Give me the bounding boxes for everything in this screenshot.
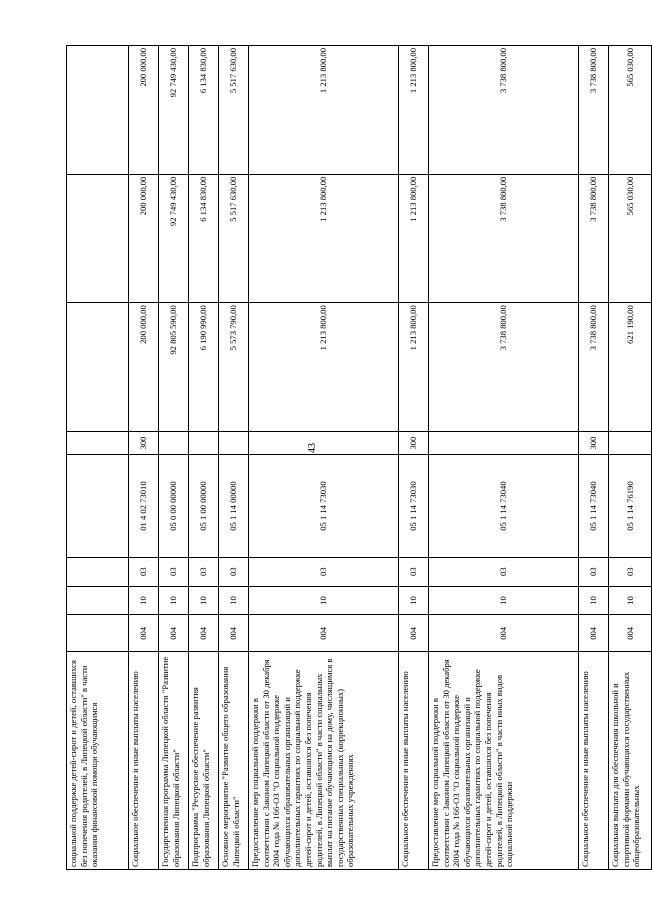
row-sum-3: 3 738 800,00 <box>429 46 579 175</box>
table-body <box>67 46 652 870</box>
table-row <box>159 46 189 870</box>
row-name: Государственная программа Липецкой области "Развитие образования Липецкой области" <box>159 652 189 870</box>
row-section: 10 <box>399 586 429 615</box>
row-expense-type <box>159 431 189 455</box>
table-row <box>579 46 609 870</box>
row-sum-3: 92 749 430,00 <box>159 46 189 175</box>
row-target-article: 05 1 14 00000 <box>219 455 249 557</box>
table-row <box>129 46 159 870</box>
row-section: 10 <box>249 586 399 615</box>
row-expense-type <box>67 431 129 455</box>
table-row <box>67 46 129 870</box>
row-admin-code <box>67 615 129 652</box>
row-admin-code: 004 <box>609 615 652 652</box>
row-section: 10 <box>159 586 189 615</box>
row-sum-3: 5 517 630,00 <box>219 46 249 175</box>
table-row <box>399 46 429 870</box>
row-name: Подпрограмма "Ресурсное обеспечение развития образования Липецкой области" <box>189 652 219 870</box>
row-subsection: 03 <box>429 557 579 586</box>
row-expense-type: 300 <box>579 431 609 455</box>
row-name: Основное мероприятие "Развитие общего образования Липецкой области" <box>219 652 249 870</box>
row-name: Социальное обеспечение и иные выплаты населению <box>399 652 429 870</box>
row-sum-3: 565 030,00 <box>609 46 652 175</box>
row-sum-2: 200 000,00 <box>129 174 159 303</box>
row-target-article: 05 1 14 76190 <box>609 455 652 557</box>
table-row <box>249 46 399 870</box>
row-sum-2: 5 517 630,00 <box>219 174 249 303</box>
row-sum-1: 621 190,00 <box>609 303 652 432</box>
table-row <box>429 46 579 870</box>
row-subsection: 03 <box>249 557 399 586</box>
row-subsection: 03 <box>129 557 159 586</box>
row-name: Социальное обеспечение и иные выплаты населению <box>579 652 609 870</box>
row-target-article: 05 1 14 73030 <box>399 455 429 557</box>
row-admin-code: 004 <box>129 615 159 652</box>
row-sum-1 <box>67 303 129 432</box>
row-expense-type <box>249 431 399 455</box>
row-target-article <box>67 455 129 557</box>
row-expense-type: 300 <box>129 431 159 455</box>
row-section: 10 <box>189 586 219 615</box>
row-admin-code: 004 <box>429 615 579 652</box>
row-admin-code: 004 <box>249 615 399 652</box>
row-target-article: 05 1 14 73030 <box>249 455 399 557</box>
row-sum-2: 92 749 430,00 <box>159 174 189 303</box>
row-name: Социальная выплата для обеспечения школьной и спортивной формами обучающихся государственных общеобразовательных <box>609 652 652 870</box>
row-sum-3: 1 213 800,00 <box>249 46 399 175</box>
row-target-article: 05 0 00 00000 <box>159 455 189 557</box>
row-sum-1: 200 000,00 <box>129 303 159 432</box>
row-admin-code: 004 <box>189 615 219 652</box>
row-target-article: 05 1 00 00000 <box>189 455 219 557</box>
row-sum-1: 1 213 800,00 <box>399 303 429 432</box>
row-expense-type <box>429 431 579 455</box>
row-section <box>67 586 129 615</box>
row-name: Социальное обеспечение и иные выплаты населению <box>129 652 159 870</box>
row-sum-1: 3 738 800,00 <box>429 303 579 432</box>
budget-table <box>66 45 652 870</box>
table-row <box>189 46 219 870</box>
row-admin-code: 004 <box>159 615 189 652</box>
row-expense-type <box>189 431 219 455</box>
row-subsection: 03 <box>579 557 609 586</box>
row-sum-3: 6 134 830,00 <box>189 46 219 175</box>
row-sum-1: 5 573 790,00 <box>219 303 249 432</box>
row-sum-2: 3 738 800,00 <box>579 174 609 303</box>
row-section: 10 <box>219 586 249 615</box>
page-number: 43 <box>306 443 318 453</box>
row-subsection: 03 <box>159 557 189 586</box>
row-admin-code: 004 <box>399 615 429 652</box>
row-target-article: 05 1 14 73040 <box>429 455 579 557</box>
row-expense-type <box>609 431 652 455</box>
row-sum-1: 92 805 590,00 <box>159 303 189 432</box>
row-target-article: 01 4 02 73010 <box>129 455 159 557</box>
row-sum-1: 3 738 800,00 <box>579 303 609 432</box>
row-sum-2: 6 134 830,00 <box>189 174 219 303</box>
rotated-table-container <box>66 45 642 870</box>
row-admin-code: 004 <box>579 615 609 652</box>
row-section: 10 <box>579 586 609 615</box>
row-sum-3: 1 213 800,00 <box>399 46 429 175</box>
row-name: социальной поддержке детей-сирот и детей, оставшихся без попечения родителей, в Липецкой области" в части оказания финансовой помощи обучающимся <box>67 652 129 870</box>
row-admin-code: 004 <box>219 615 249 652</box>
row-subsection: 03 <box>399 557 429 586</box>
row-sum-2: 1 213 800,00 <box>249 174 399 303</box>
row-subsection: 03 <box>189 557 219 586</box>
row-expense-type: 300 <box>399 431 429 455</box>
row-sum-3: 3 738 800,00 <box>579 46 609 175</box>
row-expense-type <box>219 431 249 455</box>
row-sum-3 <box>67 46 129 175</box>
table-row <box>219 46 249 870</box>
row-target-article: 05 1 14 73040 <box>579 455 609 557</box>
row-subsection <box>67 557 129 586</box>
row-subsection: 03 <box>609 557 652 586</box>
row-section: 10 <box>429 586 579 615</box>
row-sum-2: 3 738 800,00 <box>429 174 579 303</box>
row-section: 10 <box>609 586 652 615</box>
table-row <box>609 46 652 870</box>
row-sum-1: 1 213 800,00 <box>249 303 399 432</box>
row-sum-2: 1 213 800,00 <box>399 174 429 303</box>
row-subsection: 03 <box>219 557 249 586</box>
row-sum-1: 6 190 990,00 <box>189 303 219 432</box>
row-sum-2 <box>67 174 129 303</box>
row-name: Предоставление мер социальной поддержки в соответствии с Законом Липецкой области от 30 декабря 2004 года № 166-ОЗ "О социальной поддержке обучающихся образовательных организаций и дополнительных гарантиях по социальной поддержке детей-сирот и детей, оставшихся без попечения родителей, в Липецкой области" в части иных видов социальной поддержки <box>429 652 579 870</box>
row-section: 10 <box>129 586 159 615</box>
row-sum-3: 200 000,00 <box>129 46 159 175</box>
row-sum-2: 565 030,00 <box>609 174 652 303</box>
row-name: Предоставление мер социальной поддержки в соответствии с Законом Липецкой области от 30 декабря 2004 года № 166-ОЗ "О социальной поддержке обучающихся образовательных организаций и дополнительных гарантиях по социальной поддержке детей-сирот и детей, оставшихся без попечения родителей, в Липецкой области" в части социальных выплат на питание обучающимся на дому, числящимся в государственных специальных (коррекционных) образовательных учреждениях <box>249 652 399 870</box>
